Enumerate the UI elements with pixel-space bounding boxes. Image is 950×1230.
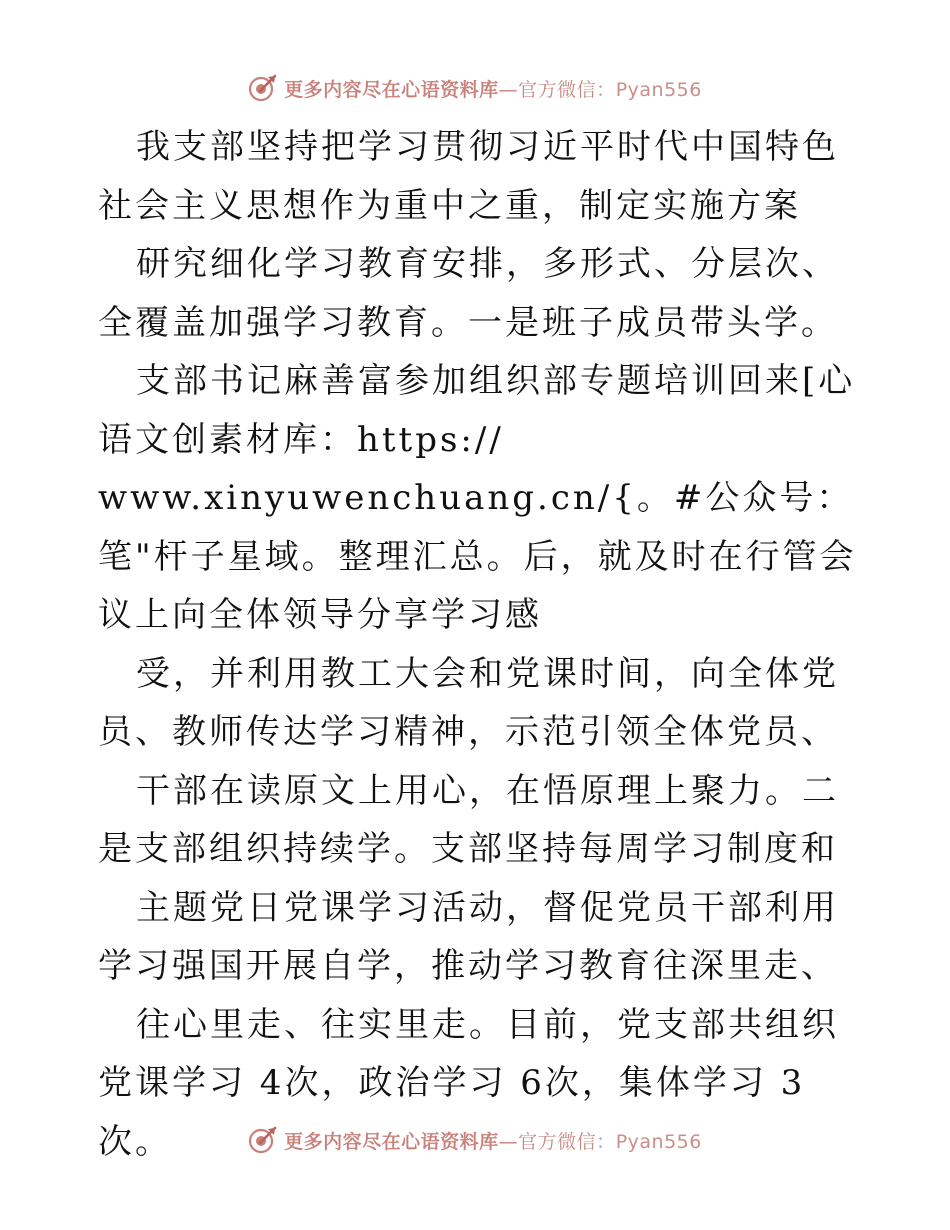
paragraph: 干部在读原文上用心，在悟原理上聚力。二是支部组织持续学。支部坚持每周学习制度和 bbox=[98, 770, 839, 869]
quill-logo-icon bbox=[248, 1125, 278, 1155]
paragraph: 往心里走、往实里走。目前，党支部共组织党课学习 4次，政治学习 6次，集体学习 3次。 bbox=[98, 1004, 839, 1162]
paragraph: 受，并利用教工大会和党课时间，向全体党员、教师传达学习精神，示范引领全体党员、 bbox=[98, 653, 839, 752]
paragraph: 研究细化学习教育安排，多形式、分层次、全覆盖加强学习教育。一是班子成员带头学。 bbox=[98, 244, 839, 343]
watermark-text: 更多内容尽在心语资料库—官方微信：Pyan556 bbox=[284, 1130, 702, 1153]
paragraph: 我支部坚持把学习贯彻习近平时代中国特色社会主义思想作为重中之重，制定实施方案 bbox=[98, 127, 839, 226]
quill-logo-icon bbox=[248, 73, 278, 103]
footer-watermark bbox=[0, 1124, 950, 1156]
header-watermark bbox=[0, 72, 950, 104]
paragraph: 支部书记麻善富参加组织部专题培训回来[心语文创素材库：https:// www.xinyuwenchuang.cn/{。#公众号：笔"杆子星域。整理汇总。后，就及时在行管会议上向全体领导分享学习感 bbox=[98, 361, 857, 635]
document-body bbox=[98, 118, 858, 1171]
paragraph: 主题党日党课学习活动，督促党员干部利用学习强国开展自学，推动学习教育往深里走、 bbox=[98, 887, 839, 986]
watermark-text: 更多内容尽在心语资料库—官方微信：Pyan556 bbox=[284, 78, 702, 101]
